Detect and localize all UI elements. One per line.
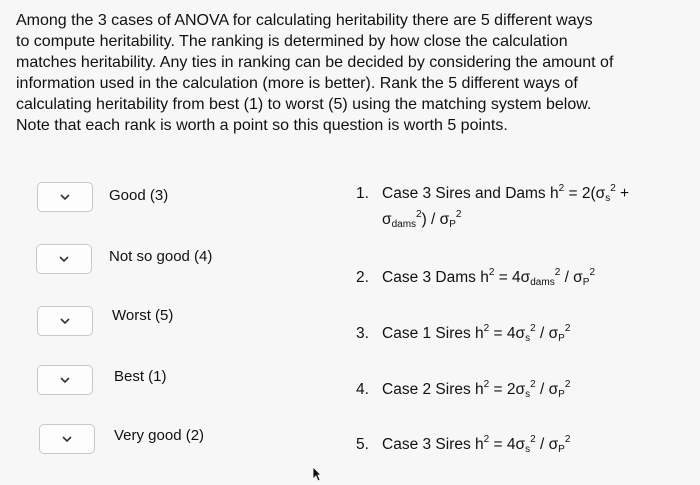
- subscript: P: [558, 444, 565, 455]
- formula-item-3: [356, 316, 570, 352]
- chevron-down-icon: [60, 194, 70, 200]
- superscript: 2: [488, 267, 495, 278]
- item-text: σ: [382, 211, 392, 228]
- item-number: 1.: [356, 185, 369, 202]
- chevron-down-icon: [62, 436, 72, 442]
- superscript: 2: [554, 267, 561, 278]
- question-line: Among the 3 cases of ANOVA for calculating heritability there are 5 different ways: [16, 12, 593, 29]
- choice-label: Worst (5): [112, 307, 174, 324]
- question-line: to compute heritability. The ranking is determined by how close the calculation: [16, 33, 568, 50]
- item-text: Case 3 Sires h: [382, 436, 484, 453]
- item-text: +: [615, 185, 630, 202]
- question-line: calculating heritability from best (1) to worst (5) using the matching system below.: [16, 96, 592, 113]
- superscript: 2: [610, 183, 616, 194]
- item-text: = 2σ: [489, 381, 526, 398]
- item-text: Case 3 Dams h: [382, 269, 489, 286]
- formula-item-5: [356, 427, 570, 463]
- superscript: 2: [589, 267, 595, 278]
- formula-item-2: [356, 260, 595, 296]
- choice-label: Best (1): [114, 368, 167, 385]
- choice-label: Not so good (4): [109, 248, 213, 265]
- question-line: information used in the calculation (more is better). Rank the 5 different ways of: [16, 75, 578, 92]
- subscript: s: [525, 444, 531, 455]
- subscript: P: [558, 389, 565, 400]
- item-text: Case 1 Sires h: [382, 325, 484, 342]
- superscript: 2: [530, 323, 536, 334]
- item-text: / σ: [535, 436, 559, 453]
- superscript: 2: [558, 183, 565, 194]
- item-text: Case 2 Sires h: [382, 381, 484, 398]
- item-text: / σ: [560, 269, 583, 286]
- choice-label: Good (3): [109, 187, 169, 204]
- item-number: 2.: [356, 269, 369, 286]
- superscript: 2: [564, 323, 571, 334]
- item-number: 3.: [356, 325, 369, 342]
- rank-dropdown-5[interactable]: [39, 424, 95, 454]
- superscript: 2: [455, 209, 462, 220]
- superscript: 2: [530, 379, 536, 390]
- mouse-cursor-icon: [312, 466, 322, 482]
- question-line: matches heritability. Any ties in ranking can be decided by considering the amount of: [16, 54, 614, 71]
- item-text: = 4σ: [494, 269, 531, 286]
- item-number: 5.: [356, 436, 369, 453]
- question-text: [16, 10, 686, 136]
- formula-item-4: [356, 372, 570, 408]
- superscript: 2: [564, 434, 571, 445]
- item-text: / σ: [535, 381, 559, 398]
- superscript: 2: [564, 379, 571, 390]
- rank-dropdown-4[interactable]: [37, 365, 93, 395]
- rank-dropdown-2[interactable]: [36, 244, 92, 274]
- item-text: = 4σ: [489, 325, 526, 342]
- subscript: P: [558, 333, 565, 344]
- chevron-down-icon: [60, 377, 70, 383]
- choice-label: Very good (2): [114, 427, 205, 444]
- question-line: Note that each rank is worth a point so this question is worth 5 points.: [16, 117, 508, 134]
- subscript: P: [449, 219, 456, 230]
- superscript: 2: [530, 434, 536, 445]
- subscript: P: [582, 277, 590, 288]
- superscript: 2: [483, 323, 490, 334]
- rank-dropdown-3[interactable]: [37, 306, 93, 336]
- superscript: 2: [416, 209, 422, 220]
- superscript: 2: [483, 434, 490, 445]
- subscript: dams: [530, 277, 555, 288]
- item-text: Case 3 Sires and Dams h: [382, 185, 559, 202]
- item-text: / σ: [535, 325, 559, 342]
- item-text: ) / σ: [421, 211, 450, 228]
- superscript: 2: [483, 379, 490, 390]
- formula-item-1-cont: [382, 202, 461, 238]
- subscript: s: [525, 333, 531, 344]
- item-number: 4.: [356, 381, 369, 398]
- item-text: = 4σ: [489, 436, 526, 453]
- subscript: s: [605, 193, 611, 204]
- item-text: = 2(σ: [564, 185, 606, 202]
- chevron-down-icon: [60, 318, 70, 324]
- subscript: s: [525, 389, 531, 400]
- rank-dropdown-1[interactable]: [37, 182, 93, 212]
- chevron-down-icon: [59, 256, 69, 262]
- subscript: dams: [391, 219, 417, 230]
